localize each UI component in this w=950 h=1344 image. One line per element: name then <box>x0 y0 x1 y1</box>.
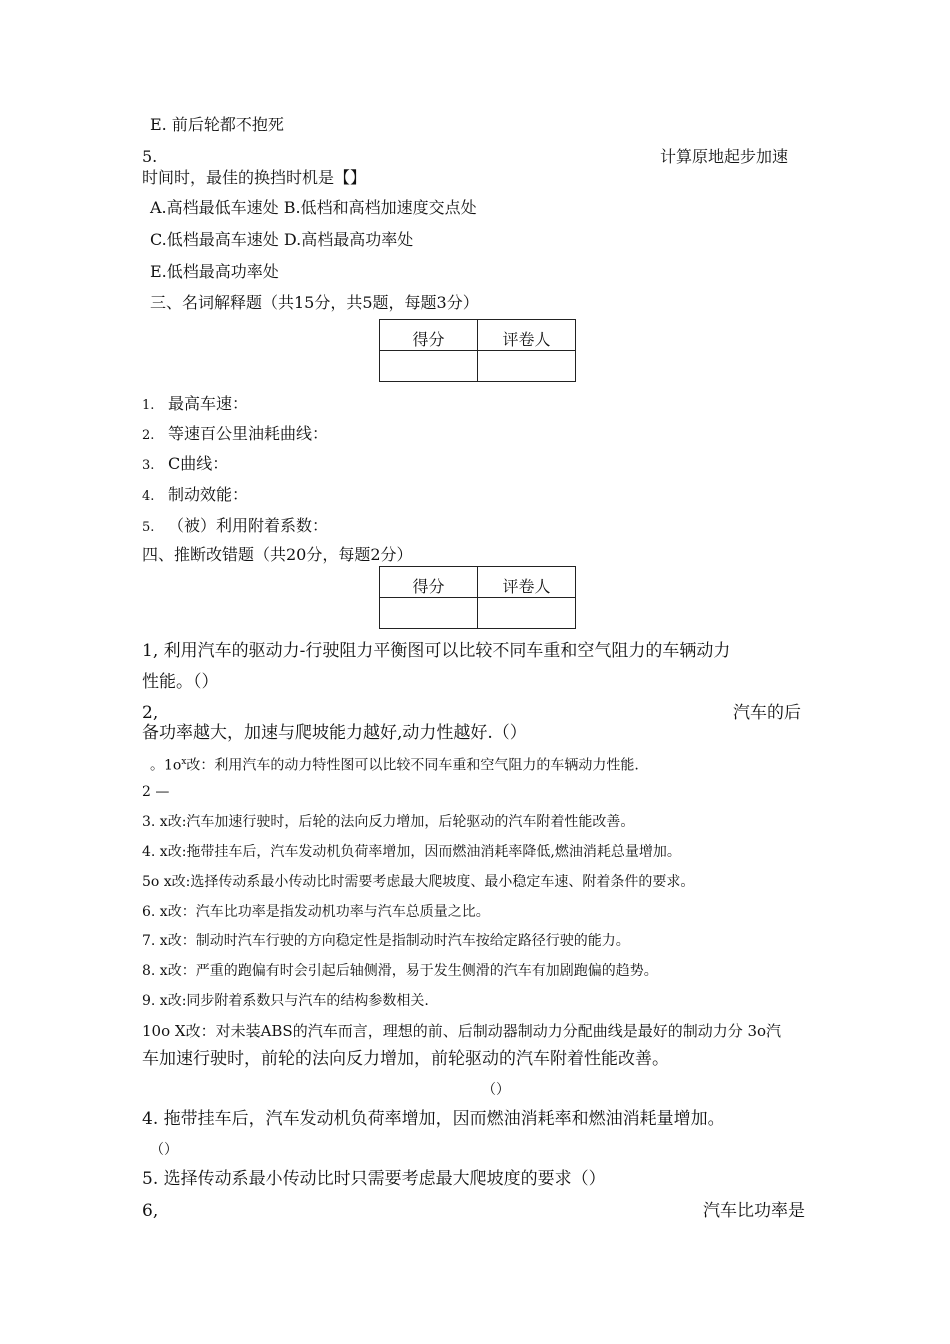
term-2-number: 2. <box>142 428 155 443</box>
question-5-text-cont: 时间时，最佳的换挡时机是【】 <box>142 168 367 187</box>
term-1-number: 1. <box>142 398 155 413</box>
term-5-text: （被）利用附着系数： <box>168 516 329 535</box>
option-cd-q5: C.低档最高车速处 D.高档最高功率处 <box>150 230 414 249</box>
term-5-number: 5. <box>142 520 155 535</box>
judge-question-6-number: 6, <box>142 1201 159 1221</box>
term-4-text: 制动效能： <box>168 485 249 504</box>
term-3-text: C曲线： <box>168 454 229 473</box>
judge-question-2-text: 汽车的后 <box>733 703 801 723</box>
grader-label: 评卷人 <box>478 567 576 598</box>
grader-cell[interactable] <box>478 598 576 629</box>
section-3-title: 三、名词解释题（共15分，共5题，每题3分） <box>150 293 479 312</box>
term-4-number: 4. <box>142 489 155 504</box>
judge-question-4-paren: （） <box>150 1142 178 1158</box>
score-label: 得分 <box>380 320 478 351</box>
answer-3: 3. x改:汽车加速行驶时，后轮的法向反力增加，后轮驱动的汽车附着性能改善。 <box>142 814 635 830</box>
answer-1: 。$1o^x$改：利用汽车的动力特性图可以比较不同车重和空气阻力的车辆动力性能. <box>150 757 639 774</box>
judge-question-2-cont: 备功率越大，加速与爬坡能力越好,动力性越好.（） <box>142 723 527 743</box>
question-5-text: 计算原地起步加速 <box>660 147 789 166</box>
judge-question-6-text: 汽车比功率是 <box>703 1201 805 1221</box>
judge-question-1-cont: 性能。（） <box>142 672 219 692</box>
option-ab-q5: A.高档最低车速处 B.低档和高档加速度交点处 <box>150 198 477 217</box>
judge-question-4: 4. 拖带挂车后，汽车发动机负荷率增加，因而燃油消耗率和燃油消耗量增加。 <box>142 1109 725 1129</box>
option-e-q4: E. 前后轮都不抱死 <box>150 115 284 134</box>
score-table-section-4 <box>379 566 576 629</box>
judge-question-1: 1, 利用汽车的驱动力-行驶阻力平衡图可以比较不同车重和空气阻力的车辆动力 <box>142 641 731 661</box>
grader-label: 评卷人 <box>478 320 576 351</box>
question-5-number: 5. <box>142 147 158 166</box>
answer-2: 2 — <box>142 784 170 800</box>
answer-4: 4. x改:拖带挂车后，汽车发动机负荷率增加，因而燃油消耗率降低,燃油消耗总量增加。 <box>142 844 681 860</box>
term-1-text: 最高车速： <box>168 394 249 413</box>
judge-question-5: 5. 选择传动系最小传动比时只需要考虑最大爬坡度的要求（） <box>142 1169 606 1189</box>
answer-8: 8. x改：严重的跑偏有时会引起后轴侧滑，易于发生侧滑的汽车有加剧跑偏的趋势。 <box>142 963 658 979</box>
answer-6: 6. x改：汽车比功率是指发动机功率与汽车总质量之比。 <box>142 904 490 920</box>
answer-9: 9. x改:同步附着系数只与汽车的结构参数相关. <box>142 993 429 1009</box>
answer-10: 10o X改：对未装ABS的汽车而言，理想的前、后制动器制动力分配曲线是最好的制动力分 3o汽 <box>142 1022 782 1040</box>
score-label: 得分 <box>380 567 478 598</box>
answer-5: 5o x改:选择传动系最小传动比时需要考虑最大爬坡度、最小稳定车速、附着条件的要求。 <box>142 874 695 890</box>
option-e-q5: E.低档最高功率处 <box>150 262 279 281</box>
answer-7: 7. x改：制动时汽车行驶的方向稳定性是指制动时汽车按给定路径行驶的能力。 <box>142 933 630 949</box>
judge-question-3-cont: 车加速行驶时，前轮的法向反力增加，前轮驱动的汽车附着性能改善。 <box>142 1049 669 1069</box>
judge-question-3-paren: （） <box>482 1082 510 1098</box>
term-3-number: 3. <box>142 458 155 473</box>
score-cell[interactable] <box>380 598 478 629</box>
term-2-text: 等速百公里油耗曲线： <box>168 424 329 443</box>
score-cell[interactable] <box>380 351 478 382</box>
grader-cell[interactable] <box>478 351 576 382</box>
section-4-title: 四、推断改错题（共20分，每题2分） <box>142 545 413 564</box>
judge-question-2-number: 2, <box>142 703 159 723</box>
score-table-section-3 <box>379 319 576 382</box>
